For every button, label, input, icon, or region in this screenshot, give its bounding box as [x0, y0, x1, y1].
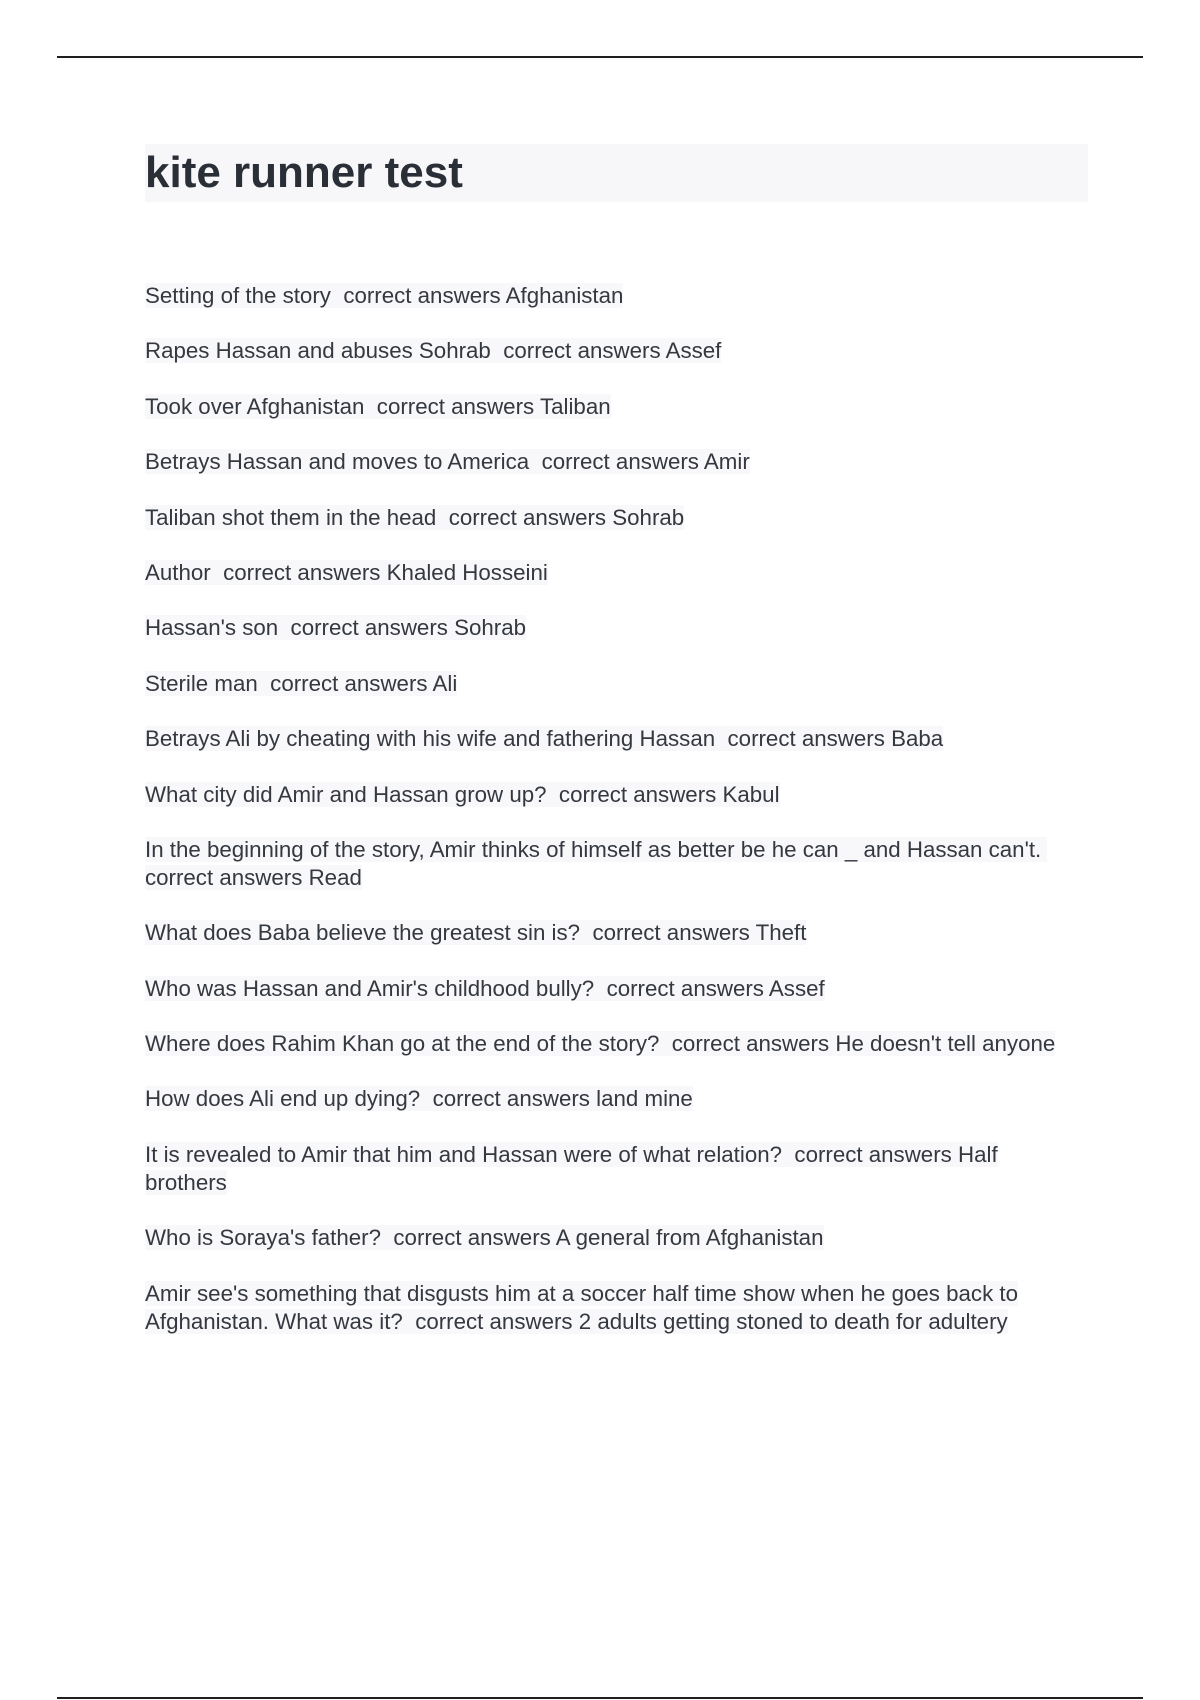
qa-question: Betrays Hassan and moves to America	[145, 449, 530, 475]
qa-item	[145, 1224, 1085, 1252]
qa-separator: correct answers	[448, 504, 607, 530]
qa-answer: land mine	[596, 1086, 693, 1112]
qa-separator: correct answers	[727, 726, 885, 752]
qa-item	[145, 1030, 1085, 1058]
qa-separator: correct answers	[223, 559, 381, 585]
qa-text	[145, 671, 457, 696]
qa-question: In the beginning of the story, Amir thinks of himself as better be he can _ and Hassan can't.	[145, 836, 1042, 862]
qa-item	[145, 975, 1085, 1003]
qa-question: Sterile man	[145, 670, 258, 696]
qa-text	[145, 726, 943, 751]
qa-list	[145, 282, 1085, 1363]
qa-item	[145, 282, 1085, 310]
qa-separator: correct answers	[376, 393, 535, 419]
qa-text	[145, 1142, 998, 1195]
qa-question: Author	[145, 559, 211, 585]
qa-item	[145, 559, 1085, 587]
qa-item	[145, 504, 1085, 532]
qa-separator: correct answers	[794, 1141, 952, 1167]
qa-answer: Amir	[703, 449, 750, 475]
qa-text	[145, 920, 806, 945]
qa-item	[145, 919, 1085, 947]
qa-text	[145, 1086, 693, 1111]
qa-question: Amir see's something that disgusts him at a soccer half time show when he goes back to Afghanistan. What was it?	[145, 1280, 1019, 1334]
qa-question: Where does Rahim Khan go at the end of the story?	[145, 1031, 660, 1057]
qa-separator: correct answers	[558, 781, 717, 807]
qa-question: Who was Hassan and Amir's childhood bully?	[145, 975, 595, 1001]
qa-answer: Read	[308, 864, 362, 890]
qa-answer: Assef	[665, 338, 722, 364]
qa-text	[145, 394, 611, 419]
qa-text	[145, 449, 750, 474]
qa-answer: 2 adults getting stoned to death for adultery	[578, 1308, 1008, 1334]
qa-question: What does Baba believe the greatest sin is?	[145, 920, 581, 946]
qa-answer: He doesn't tell anyone	[835, 1031, 1056, 1057]
bottom-divider	[57, 1697, 1143, 1699]
qa-question: Betrays Ali by cheating with his wife and fathering Hassan	[145, 726, 716, 752]
qa-separator: correct answers	[415, 1308, 573, 1334]
qa-text	[145, 560, 548, 585]
qa-item	[145, 725, 1085, 753]
qa-question: Who is Soraya's father?	[145, 1225, 382, 1251]
qa-text	[145, 976, 825, 1001]
qa-answer: Sohrab	[612, 504, 685, 530]
page-title: kite runner test	[145, 148, 463, 197]
qa-item	[145, 1085, 1085, 1113]
qa-text	[145, 283, 623, 308]
qa-separator: correct answers	[606, 975, 764, 1001]
qa-separator: correct answers	[541, 449, 699, 475]
qa-separator: correct answers	[270, 670, 428, 696]
qa-question: Taliban shot them in the head	[145, 504, 437, 530]
qa-item	[145, 781, 1085, 809]
top-divider	[57, 56, 1143, 58]
qa-answer: A general from Afghanistan	[555, 1225, 824, 1251]
qa-item	[145, 836, 1085, 892]
qa-question: Rapes Hassan and abuses Sohrab	[145, 338, 491, 364]
qa-item	[145, 448, 1085, 476]
qa-text	[145, 1281, 1018, 1334]
qa-answer: Assef	[768, 975, 825, 1001]
qa-question: Took over Afghanistan	[145, 393, 365, 419]
qa-text	[145, 782, 780, 807]
qa-separator: correct answers	[671, 1031, 830, 1057]
qa-separator: correct answers	[432, 1086, 590, 1112]
qa-answer: Afghanistan	[505, 283, 624, 308]
qa-text	[145, 1225, 824, 1250]
qa-question: Hassan's son	[145, 615, 279, 641]
qa-text	[145, 505, 684, 530]
qa-item	[145, 670, 1085, 698]
qa-item	[145, 1280, 1085, 1336]
qa-answer: Taliban	[539, 393, 611, 419]
qa-answer: Baba	[891, 726, 944, 752]
qa-answer: Kabul	[722, 781, 780, 807]
qa-text	[145, 837, 1047, 890]
qa-answer: Ali	[432, 670, 458, 696]
qa-separator: correct answers	[290, 615, 448, 641]
qa-separator: correct answers	[503, 338, 661, 364]
qa-answer: Khaled Hosseini	[386, 559, 548, 585]
qa-text	[145, 1031, 1055, 1056]
qa-answer: Sohrab	[454, 615, 527, 641]
qa-question: It is revealed to Amir that him and Hassan were of what relation?	[145, 1141, 783, 1167]
qa-item	[145, 1141, 1085, 1197]
qa-answer: Theft	[755, 920, 807, 946]
qa-item	[145, 614, 1085, 642]
qa-text	[145, 338, 721, 363]
qa-item	[145, 393, 1085, 421]
qa-answer: Half brothers	[145, 1141, 998, 1195]
qa-separator: correct answers	[343, 283, 501, 308]
qa-separator: correct answers	[592, 920, 750, 946]
qa-question: Setting of the story	[145, 283, 331, 308]
qa-separator: correct answers	[393, 1225, 551, 1251]
qa-text	[145, 615, 526, 640]
qa-item	[145, 337, 1085, 365]
qa-question: How does Ali end up dying?	[145, 1086, 421, 1112]
qa-question: What city did Amir and Hassan grow up?	[145, 781, 547, 807]
qa-separator: correct answers	[145, 864, 303, 890]
